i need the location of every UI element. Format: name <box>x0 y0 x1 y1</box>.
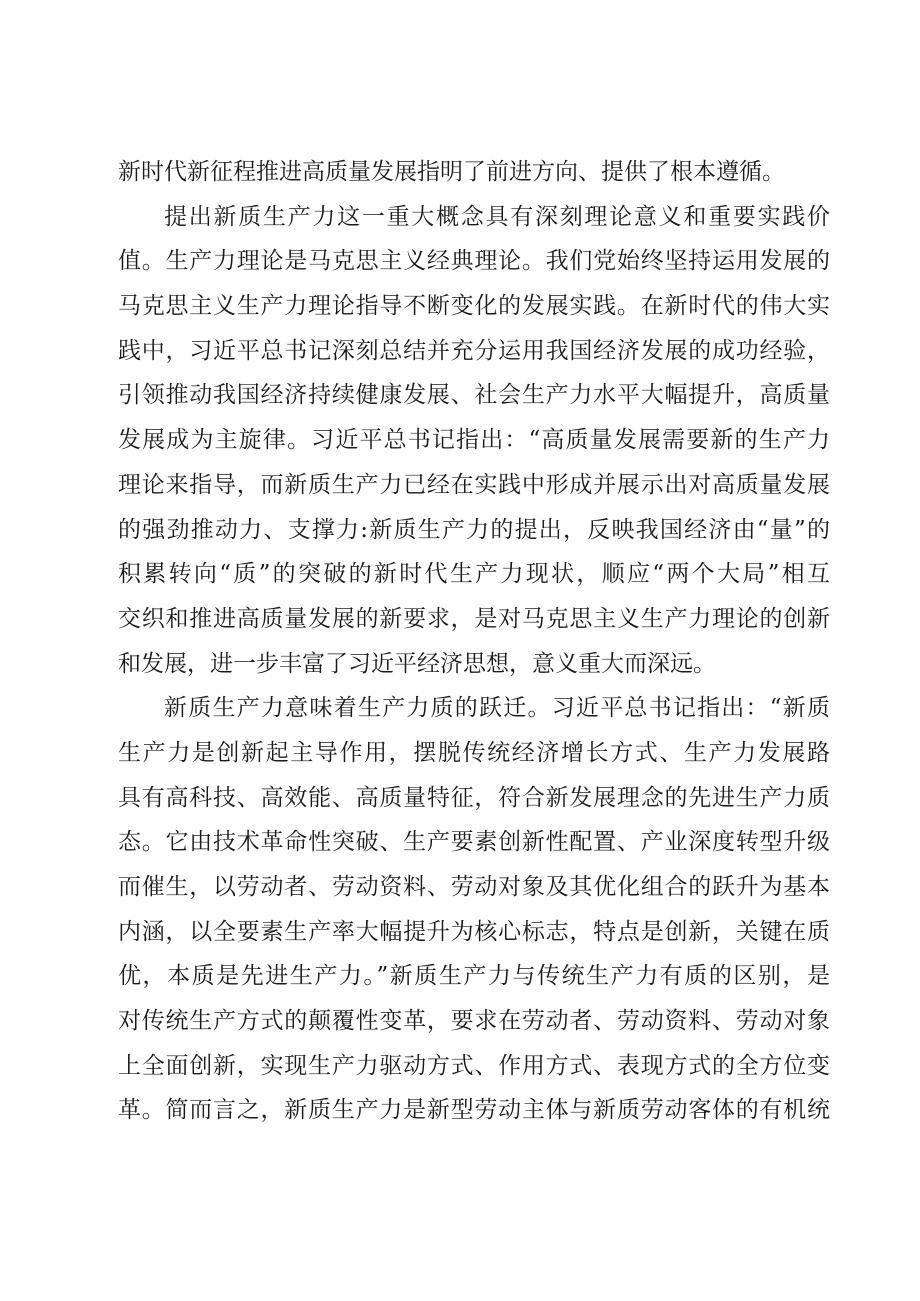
paragraph-3 <box>118 686 830 1133</box>
text-line: 践中，习近平总书记深刻总结并充分运用我国经济发展的成功经验， <box>118 337 830 364</box>
text-line: 优，本质是先进生产力。”新质生产力与传统生产力有质的区别，是 <box>118 963 830 990</box>
text-line: 生产力是创新起主导作用，摆脱传统经济增长方式、生产力发展路 <box>118 739 830 766</box>
text-line: 的强劲推动力、支撑力:新质生产力的提出，反映我国经济由“量”的 <box>118 516 830 543</box>
text-line: 引领推动我国经济持续健康发展、社会生产力水平大幅提升，高质量 <box>118 382 830 409</box>
text-line: 提出新质生产力这一重大概念具有深刻理论意义和重要实践价 <box>164 203 830 230</box>
text-line: 交织和推进高质量发展的新要求，是对马克思主义生产力理论的创新 <box>118 605 830 632</box>
text-line: 具有高科技、高效能、高质量特征，符合新发展理念的先进生产力质 <box>118 784 830 811</box>
paragraph-1 <box>118 150 830 195</box>
text-line: 发展成为主旋律。习近平总书记指出：“高质量发展需要新的生产力 <box>118 427 830 454</box>
text-line: 新时代新征程推进高质量发展指明了前进方向、提供了根本遵循。 <box>118 159 785 185</box>
text-line: 值。生产力理论是马克思主义经典理论。我们党始终坚持运用发展的 <box>118 248 830 275</box>
text-line: 对传统生产方式的颠覆性变革，要求在劳动者、劳动资料、劳动对象 <box>118 1008 830 1035</box>
text-line: 积累转向“质”的突破的新时代生产力现状，顺应“两个大局”相互 <box>118 561 830 588</box>
text-line: 态。它由技术革命性突破、生产要素创新性配置、产业深度转型升级 <box>118 829 830 856</box>
text-line: 上全面创新，实现生产力驱动方式、作用方式、表现方式的全方位变 <box>118 1052 830 1079</box>
paragraph-2 <box>118 195 830 687</box>
text-line: 新质生产力意味着生产力质的跃迁。习近平总书记指出：“新质 <box>164 695 830 722</box>
text-line: 理论来指导，而新质生产力已经在实践中形成并展示出对高质量发展 <box>118 471 830 498</box>
text-line: 内涵，以全要素生产率大幅提升为核心标志，特点是创新，关键在质 <box>118 918 830 945</box>
text-line: 革。简而言之，新质生产力是新型劳动主体与新质劳动客体的有机统 <box>118 1097 830 1124</box>
document-body <box>118 150 830 1133</box>
text-line: 而催生，以劳动者、劳动资料、劳动对象及其优化组合的跃升为基本 <box>118 874 830 900</box>
text-line: 和发展，进一步丰富了习近平经济思想，意义重大而深远。 <box>118 650 716 677</box>
text-line: 马克思主义生产力理论指导不断变化的发展实践。在新时代的伟大实 <box>118 293 830 320</box>
